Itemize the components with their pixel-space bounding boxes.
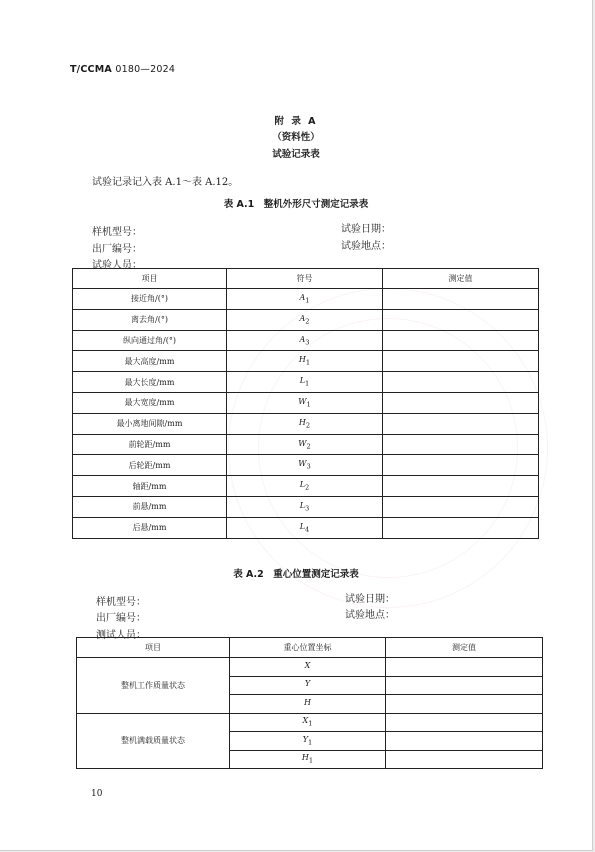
- symbol-cell: [230, 676, 386, 695]
- table-row: [73, 476, 539, 497]
- measured-value-cell[interactable]: [386, 713, 543, 732]
- item-cell: 前悬/mm: [73, 496, 227, 517]
- table-row: [73, 330, 539, 351]
- table1-date-label: 试验日期：: [341, 224, 391, 235]
- symbol-letter: W: [298, 397, 307, 407]
- symbol-cell: [227, 372, 383, 393]
- standard-number: 0180—2024: [115, 64, 176, 75]
- table2-tester-label: 测试人员：: [96, 630, 146, 641]
- symbol-subscript: 4: [305, 525, 310, 534]
- symbol-cell: [227, 476, 383, 497]
- symbol-subscript: 1: [308, 757, 314, 766]
- symbol-letter: A: [299, 293, 306, 303]
- measured-value-cell[interactable]: [386, 750, 543, 769]
- symbol-cell: [227, 351, 383, 372]
- item-cell: 最大高度/mm: [73, 351, 227, 372]
- state-label-cell: 整机满载质量状态: [77, 713, 230, 769]
- table2-caption: 表 A.2 重心位置测定记录表: [233, 569, 359, 580]
- symbol-letter: W: [298, 459, 307, 469]
- table1-caption: 表 A.1 整机外形尺寸测定记录表: [223, 199, 369, 210]
- table1-tester-label: 试验人员：: [92, 260, 142, 271]
- symbol-subscript: 1: [308, 738, 313, 747]
- symbol-letter: W: [298, 438, 307, 448]
- table-row: [73, 289, 539, 310]
- standard-code: [70, 64, 175, 75]
- item-cell: 最大长度/mm: [73, 372, 227, 393]
- symbol-cell: [230, 658, 386, 677]
- dimension-table-body: [73, 289, 539, 539]
- measured-value-cell[interactable]: [386, 676, 543, 695]
- symbol-cell: [227, 496, 383, 517]
- state-label-cell: 整机工作质量状态: [77, 658, 230, 714]
- symbol-cell: [230, 695, 386, 714]
- symbol-subscript: 2: [306, 442, 311, 451]
- table-row: [73, 455, 539, 476]
- item-cell: 后轮距/mm: [73, 455, 227, 476]
- symbol-subscript: 1: [305, 379, 310, 388]
- measured-value-cell[interactable]: [383, 496, 539, 517]
- table-row: [73, 413, 539, 434]
- symbol-cell: [227, 289, 383, 310]
- symbol-letter: Y: [304, 679, 311, 689]
- symbol-letter: H: [298, 355, 306, 365]
- symbol-cell: [227, 392, 383, 413]
- measured-value-cell[interactable]: [383, 289, 539, 310]
- table2-serial-label: 出厂编号：: [96, 613, 146, 624]
- symbol-cell: [230, 750, 386, 769]
- symbol-subscript: 3: [305, 338, 310, 347]
- measured-value-cell[interactable]: [383, 517, 539, 538]
- table-row: [73, 309, 539, 330]
- measured-value-cell[interactable]: [386, 695, 543, 714]
- symbol-cell: [227, 434, 383, 455]
- dimension-record-table: [72, 268, 539, 539]
- column-header-item: 项目: [77, 638, 230, 658]
- standard-prefix: T/CCMA: [70, 64, 112, 75]
- symbol-cell: [230, 732, 386, 751]
- center-of-gravity-table: [76, 637, 543, 769]
- symbol-cell: [227, 517, 383, 538]
- table2-place-label: 试验地点：: [345, 610, 395, 621]
- measured-value-cell[interactable]: [386, 732, 543, 751]
- symbol-letter: H: [298, 417, 306, 427]
- symbol-letter: H: [301, 753, 309, 763]
- table-row: [77, 713, 543, 732]
- measured-value-cell[interactable]: [383, 455, 539, 476]
- measured-value-cell[interactable]: [386, 658, 543, 677]
- item-cell: 最小离地间隙/mm: [73, 413, 227, 434]
- table-row: [73, 351, 539, 372]
- measured-value-cell[interactable]: [383, 372, 539, 393]
- column-header-value: 测定值: [386, 638, 543, 658]
- symbol-cell: [227, 455, 383, 476]
- item-cell: 接近角/(°): [73, 289, 227, 310]
- symbol-letter: X: [304, 660, 311, 670]
- column-header-value: 测定值: [383, 269, 539, 289]
- symbol-subscript: 2: [305, 483, 310, 492]
- measured-value-cell[interactable]: [383, 413, 539, 434]
- item-cell: 纵向通过角/(°): [73, 330, 227, 351]
- table-row: [73, 496, 539, 517]
- column-header-item: 项目: [73, 269, 227, 289]
- symbol-cell: [227, 330, 383, 351]
- column-header-symbol: 符号: [227, 269, 383, 289]
- measured-value-cell[interactable]: [383, 351, 539, 372]
- item-cell: 轴距/mm: [73, 476, 227, 497]
- table-row: [77, 658, 543, 677]
- symbol-subscript: 3: [305, 504, 310, 513]
- item-cell: 前轮距/mm: [73, 434, 227, 455]
- symbol-subscript: 2: [305, 421, 311, 430]
- symbol-letter: H: [304, 697, 311, 707]
- appendix-title: 附 录 A: [274, 116, 318, 127]
- symbol-letter: L: [299, 501, 306, 511]
- symbol-letter: X: [302, 716, 309, 726]
- gravity-table-body: [77, 658, 543, 769]
- symbol-letter: Y: [302, 734, 309, 744]
- appendix-subtitle: 试验记录表: [272, 149, 320, 160]
- measured-value-cell[interactable]: [383, 309, 539, 330]
- symbol-subscript: 1: [308, 720, 313, 729]
- intro-text: 试验记录记入表 A.1～表 A.12。: [92, 177, 239, 188]
- item-cell: 离去角/(°): [73, 309, 227, 330]
- table-row: [73, 392, 539, 413]
- column-header-coordinate: 重心位置坐标: [230, 638, 386, 658]
- symbol-subscript: 1: [305, 359, 311, 368]
- measured-value-cell[interactable]: [383, 392, 539, 413]
- table1-place-label: 试验地点：: [341, 241, 391, 252]
- symbol-letter: L: [299, 376, 306, 386]
- table-row: [73, 434, 539, 455]
- symbol-letter: L: [299, 480, 306, 490]
- table2-date-label: 试验日期：: [345, 594, 395, 605]
- symbol-subscript: 2: [305, 317, 310, 326]
- symbol-letter: L: [299, 521, 306, 531]
- page-number: 10: [91, 789, 103, 799]
- table2-model-label: 样机型号：: [96, 597, 146, 608]
- measured-value-cell[interactable]: [383, 434, 539, 455]
- symbol-cell: [227, 413, 383, 434]
- symbol-cell: [227, 309, 383, 330]
- item-cell: 后悬/mm: [73, 517, 227, 538]
- symbol-subscript: 3: [306, 463, 311, 472]
- table1-model-label: 样机型号：: [92, 227, 142, 238]
- symbol-letter: A: [299, 334, 306, 344]
- table-row: [73, 517, 539, 538]
- symbol-subscript: 1: [306, 400, 311, 409]
- appendix-nature: （资料性）: [272, 132, 320, 143]
- measured-value-cell[interactable]: [383, 330, 539, 351]
- symbol-subscript: 1: [305, 296, 310, 305]
- symbol-cell: [230, 713, 386, 732]
- item-cell: 最大宽度/mm: [73, 392, 227, 413]
- table-row: [73, 372, 539, 393]
- table1-serial-label: 出厂编号：: [92, 244, 142, 255]
- measured-value-cell[interactable]: [383, 476, 539, 497]
- symbol-letter: A: [299, 313, 306, 323]
